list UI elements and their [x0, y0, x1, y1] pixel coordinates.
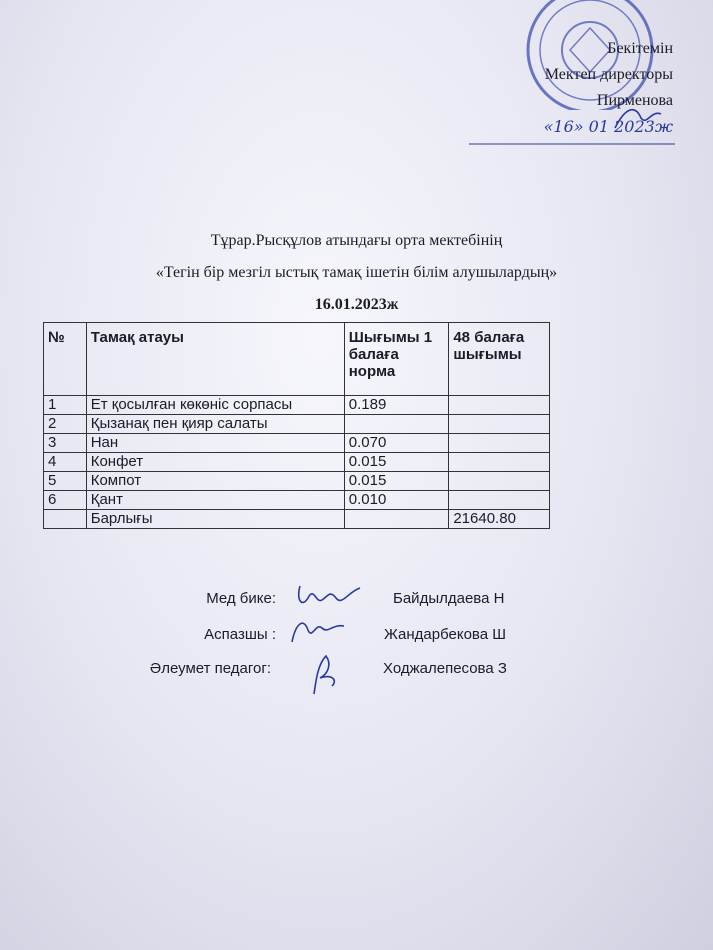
total-blank	[44, 510, 87, 529]
signature-scribble	[278, 612, 358, 648]
row-number: 5	[44, 472, 87, 491]
row-norm: 0.015	[344, 472, 449, 491]
row-norm: 0.070	[344, 434, 449, 453]
program-title: «Тегін бір мезгіл ыстық тамақ ішетін білім алушылардың»	[155, 264, 558, 281]
school-title: Тұрар.Рысқұлов атындағы орта мектебінің	[210, 232, 503, 249]
table-header-row	[44, 323, 550, 396]
row-total	[449, 415, 550, 434]
row-dish: Конфет	[86, 453, 344, 472]
row-dish: Ет қосылған көкөніс сорпасы	[86, 396, 344, 415]
approval-title: Бекітемін	[607, 40, 673, 57]
row-norm: 0.189	[344, 396, 449, 415]
row-number: 2	[44, 415, 87, 434]
header-norm: Шығымы 1 балаға норма	[344, 323, 449, 396]
row-total	[449, 453, 550, 472]
menu-date: 16.01.2023ж	[314, 296, 399, 313]
row-norm: 0.010	[344, 491, 449, 510]
signature-role: Мед бике:	[206, 590, 276, 607]
row-dish: Компот	[86, 472, 344, 491]
signature-name: Жандарбекова Ш	[384, 626, 506, 643]
signature-name: Байдылдаева Н	[393, 590, 505, 607]
row-number: 3	[44, 434, 87, 453]
header-total: 48 балаға шығымы	[449, 323, 550, 396]
row-total	[449, 396, 550, 415]
header-dish: Тамақ атауы	[86, 323, 344, 396]
signature-role: Әлеумет педагог:	[149, 660, 271, 677]
approval-date: «16» 01 2023ж	[543, 117, 673, 136]
total-blank	[344, 510, 449, 529]
row-number: 4	[44, 453, 87, 472]
row-norm	[344, 415, 449, 434]
header-number: №	[44, 323, 87, 396]
total-row	[44, 510, 550, 529]
signature-role: Аспазшы :	[204, 626, 276, 643]
row-dish: Нан	[86, 434, 344, 453]
total-value: 21640.80	[449, 510, 550, 529]
signature-name: Ходжалепесова З	[383, 660, 507, 677]
row-total	[449, 491, 550, 510]
director-position: Мектеп директоры	[544, 66, 673, 83]
row-dish: Қант	[86, 491, 344, 510]
menu-table	[43, 322, 550, 529]
signature-scribble	[296, 650, 356, 696]
row-total	[449, 472, 550, 491]
total-label: Барлығы	[86, 510, 344, 529]
signature-scribble	[290, 578, 370, 612]
row-norm: 0.015	[344, 453, 449, 472]
table-row	[44, 415, 550, 434]
table-row	[44, 434, 550, 453]
table-row	[44, 396, 550, 415]
row-dish: Қызанақ пен қияр салаты	[86, 415, 344, 434]
row-total	[449, 434, 550, 453]
director-signature	[465, 96, 685, 146]
table-row	[44, 491, 550, 510]
director-name: Пирменова	[596, 92, 673, 109]
row-number: 1	[44, 396, 87, 415]
row-number: 6	[44, 491, 87, 510]
table-row	[44, 472, 550, 491]
table-row	[44, 453, 550, 472]
